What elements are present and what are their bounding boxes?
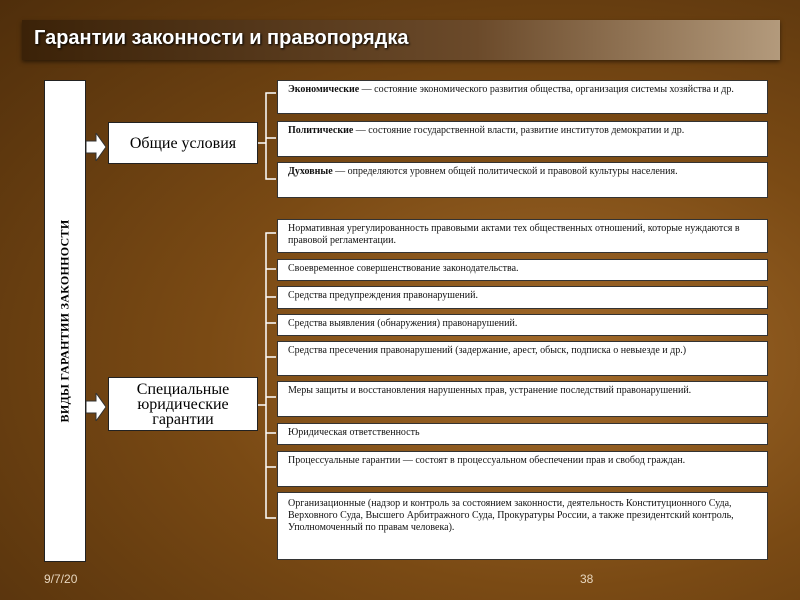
guarantee-item [277, 451, 768, 487]
general-conditions-box [108, 122, 258, 164]
guarantee-item [277, 492, 768, 560]
item-text: Средства выявления (обнаружения) правонарушений. [288, 318, 518, 329]
special-guarantees-label: Специальные юридические гарантии [136, 380, 230, 428]
bracket-general [258, 86, 278, 186]
item-term: Духовные [288, 166, 333, 177]
guarantee-item [277, 219, 768, 253]
guarantee-item [277, 381, 768, 417]
item-text: Средства пресечения правонарушений (задержание, арест, обыск, подписка о невыезде и др.) [288, 345, 687, 356]
arrow-right-icon [86, 393, 106, 421]
item-text: — состояние экономического развития общества, организация системы хозяйства и др. [359, 84, 734, 95]
item-text: Своевременное совершенствование законодательства. [288, 263, 519, 274]
item-text: — состояние государственной власти, развитие институтов демократии и др. [353, 125, 685, 136]
guarantee-item [277, 80, 768, 114]
item-term: Политические [288, 125, 354, 136]
types-of-guarantees-box [44, 80, 86, 562]
guarantee-item [277, 121, 768, 157]
slide-title: Гарантии законности и правопорядка [34, 27, 409, 49]
footer-date: 9/7/20 [44, 572, 78, 586]
bracket-special [258, 225, 278, 525]
item-text: — определяются уровнем общей политической и правовой культуры населения. [332, 166, 678, 177]
item-text: Средства предупреждения правонарушений. [288, 290, 478, 301]
item-text: Меры защиты и восстановления нарушенных прав, устранение последствий правонарушений. [288, 385, 692, 396]
item-text: Процессуальные гарантии — состоят в процессуальном обеспечении прав и свобод граждан. [288, 455, 686, 466]
item-text: Юридическая ответственность [288, 427, 420, 438]
title-bar [22, 20, 780, 60]
types-of-guarantees-label: ВИДЫ ГАРАНТИИ ЗАКОННОСТИ [57, 219, 72, 423]
guarantee-item [277, 341, 768, 376]
general-conditions-label: Общие условия [129, 134, 237, 152]
arrow-right-icon [86, 133, 106, 161]
item-text: Нормативная урегулированность правовыми актами тех общественных отношений, которые нуждаются в правовой регламентации. [288, 223, 740, 246]
special-guarantees-box [108, 377, 258, 431]
guarantee-item [277, 162, 768, 198]
page-number: 38 [580, 572, 594, 586]
item-term: Экономические [288, 84, 360, 95]
guarantee-item [277, 423, 768, 445]
guarantee-item [277, 259, 768, 281]
guarantee-item [277, 314, 768, 336]
item-text: Организационные (надзор и контроль за состоянием законности, деятельность Конституционного Суда, Верховного Суда, Высшего Арбитражного Суда, Прокуратуры России, а также президентский контроль, Уполномоченный по правам человека). [288, 498, 734, 533]
guarantee-item [277, 286, 768, 309]
